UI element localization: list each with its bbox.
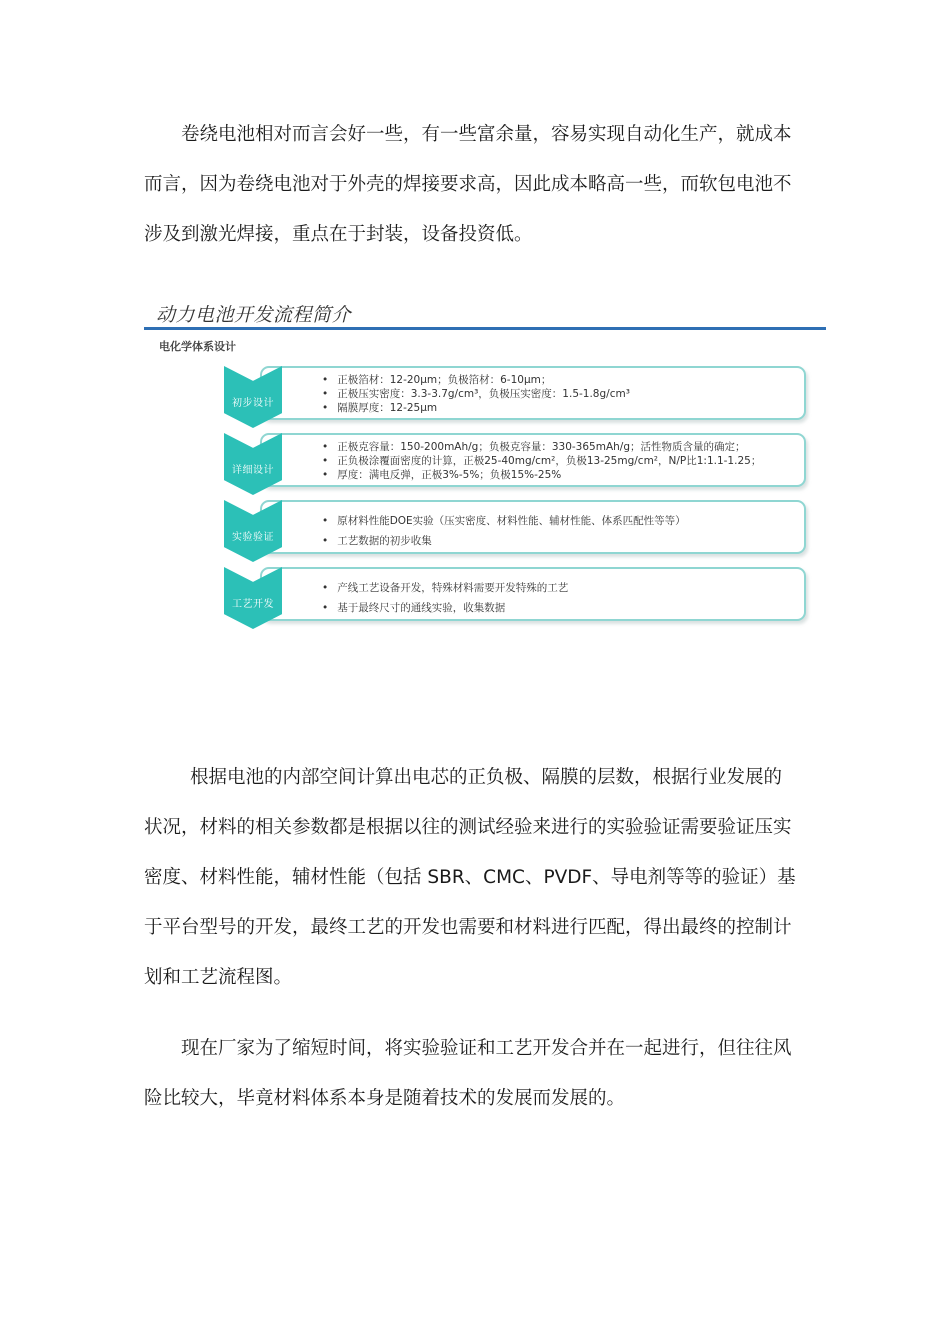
process-figure: [144, 294, 826, 626]
figure-title: 动力电池开发流程简介: [156, 304, 352, 326]
step-bullets: [322, 511, 686, 551]
text-line: 而言，因为卷绕电池对于外壳的焊接要求高，因此成本略高一些，而软包电池不: [144, 174, 792, 195]
bullet-item: • 正负极涂覆面密度的计算，正极25-40mg/cm²，负极13-25mg/cm²，N/P比1:1.1-1.25；: [322, 454, 761, 468]
step-label: 详细设计: [232, 465, 274, 476]
text-line: 现在厂家为了缩短时间，将实验验证和工艺开发合并在一起进行，但往往风: [181, 1038, 792, 1059]
step-label: 工艺开发: [232, 599, 274, 610]
process-step: [224, 567, 804, 621]
bullet-item: • 正极压实密度：3.3-3.7g/cm³，负极压实密度：1.5-1.8g/cm³: [322, 387, 630, 401]
bullet-item: • 正极箔材：12-20μm；负极箔材：6-10μm；: [322, 373, 630, 387]
bullet-item: • 隔膜厚度：12-25μm: [322, 401, 630, 415]
text-line: 根据电池的内部空间计算出电芯的正负极、隔膜的层数，根据行业发展的: [190, 767, 783, 788]
figure-subtitle: 电化学体系设计: [159, 340, 236, 353]
text-line: 险比较大，毕竟材料体系本身是随着技术的发展而发展的。: [144, 1088, 626, 1109]
closing-paragraph: [144, 1024, 812, 1124]
bullet-item: • 原材料性能DOE实验（压实密度、材料性能、辅材性能、体系匹配性等等）: [322, 511, 686, 531]
intro-paragraph: [144, 110, 812, 260]
bullet-item: • 基于最终尺寸的通线实验，收集数据: [322, 598, 568, 618]
text-line: 卷绕电池相对而言会好一些，有一些富余量，容易实现自动化生产，就成本: [181, 124, 792, 145]
bullet-item: • 厚度：满电反弹，正极3%-5%；负极15%-25%: [322, 468, 761, 482]
bullet-item: • 工艺数据的初步收集: [322, 531, 686, 551]
step-bullets: [322, 440, 761, 482]
step-label: 实验验证: [232, 532, 274, 543]
step-detail-box: [260, 366, 806, 420]
text-line: 状况，材料的相关参数都是根据以往的测试经验来进行的实验验证需要验证压实: [144, 817, 792, 838]
body-paragraph: [144, 753, 812, 1003]
process-step: [224, 366, 804, 420]
step-bullets: [322, 578, 568, 618]
process-step: [224, 433, 804, 487]
title-divider: [144, 327, 826, 330]
text-line: 于平台型号的开发，最终工艺的开发也需要和材料进行匹配，得出最终的控制计: [144, 917, 792, 938]
text-line: 密度、材料性能，辅材性能（包括 SBR、CMC、PVDF、导电剂等等的验证）基: [144, 867, 796, 888]
bullet-item: • 产线工艺设备开发，特殊材料需要开发特殊的工艺: [322, 578, 568, 598]
bullet-item: • 正极克容量：150-200mAh/g；负极克容量：330-365mAh/g；活性物质含量的确定；: [322, 440, 761, 454]
step-label: 初步设计: [232, 398, 274, 409]
step-bullets: [322, 373, 630, 415]
step-detail-box: [260, 500, 806, 554]
step-detail-box: [260, 433, 806, 487]
text-line: 划和工艺流程图。: [144, 967, 293, 988]
step-detail-box: [260, 567, 806, 621]
text-line: 涉及到激光焊接，重点在于封装，设备投资低。: [144, 224, 533, 245]
process-step: [224, 500, 804, 554]
